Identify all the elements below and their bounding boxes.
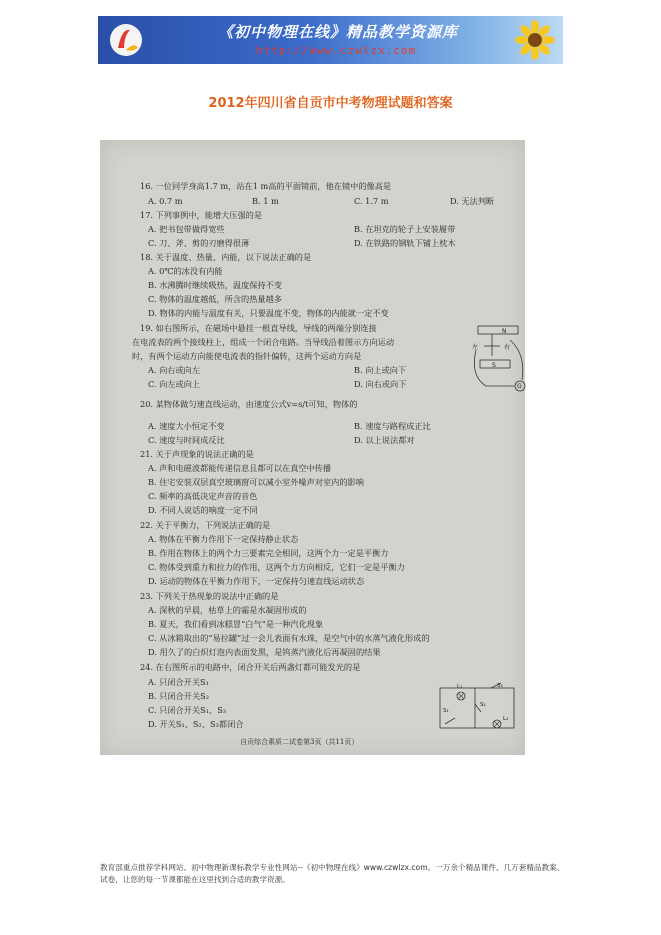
question-18-option-d: D. 物体的内能与温度有关，只要温度不变，物体的内能就一定不变	[148, 308, 389, 318]
question-21-option-b: B. 住宅安装双层真空玻璃窗可以减小室外噪声对室内的影响	[148, 477, 364, 487]
scanned-exam-page	[100, 140, 525, 755]
site-banner	[98, 16, 563, 64]
question-24-option-c: C. 只闭合开关S₁、S₃	[148, 705, 227, 715]
question-23-option-c: C. 从冰箱取出的“易拉罐”过一会儿表面有水珠，是空气中的水蒸气液化形成的	[148, 633, 430, 643]
question-24-option-a: A. 只闭合开关S₁	[148, 677, 209, 687]
question-19-stem-line-3: 时，有两个运动方向能使电流表的指针偏转，这两个运动方向是	[132, 351, 362, 361]
question-19-option-a: A. 向右或向左	[148, 365, 201, 375]
direction-right-label: 右	[504, 344, 511, 351]
magnet-circuit-figure	[470, 320, 530, 400]
question-18-option-c: C. 物体的温度越低，所含的热量越多	[148, 294, 282, 304]
question-20-option-c: C. 速度与时间成反比	[148, 435, 225, 445]
question-21-option-a: A. 声和电磁波都能传递信息且都可以在真空中传播	[148, 463, 332, 473]
question-19-stem-line-2: 在电流表的两个接线柱上，组成一个闭合电路。当导线沿着图示方向运动	[132, 337, 395, 347]
question-21-option-d: D. 不同人说话的响度一定不同	[148, 505, 258, 515]
question-21-option-c: C. 频率的高低决定声音的音色	[148, 491, 258, 501]
question-22-option-a: A. 物体在平衡力作用下一定保持静止状态	[148, 534, 299, 544]
question-21-stem: 21. 关于声现象的说法正确的是	[140, 449, 254, 459]
question-18-option-b: B. 水沸腾时继续吸热，温度保持不变	[148, 280, 283, 290]
question-19-option-d: D. 向右或向下	[354, 379, 407, 389]
question-17-option-a: A. 把书包带做得宽些	[148, 224, 225, 234]
question-16-option-c: C. 1.7 m	[354, 196, 389, 206]
question-22-option-d: D. 运动的物体在平衡力作用下，一定保持匀速直线运动状态	[148, 576, 365, 586]
question-16-option-d: D. 无法判断	[450, 196, 495, 206]
question-20-option-b: B. 速度与路程成正比	[354, 421, 431, 431]
question-20-stem: 20. 某物体做匀速直线运动，由速度公式v=s/t可知，物体的	[140, 399, 358, 409]
banner-title: 《初中物理在线》精品教学资源库	[218, 23, 459, 41]
galvanometer-g-label: G	[517, 383, 522, 390]
direction-left-label: 左	[472, 344, 479, 351]
question-16-stem: 16. 一位同学身高1.7 m，站在1 m高的平面镜前，他在镜中的像高是	[140, 181, 392, 191]
question-24-stem: 24. 在右图所示的电路中，闭合开关后两盏灯都可能发光的是	[140, 662, 361, 672]
circuit-figure	[435, 680, 520, 735]
switch-s2-label: S₂	[480, 702, 486, 708]
lamp-l2-label: L₂	[503, 716, 509, 722]
question-17-option-c: C. 刀、斧、剪的刃磨得很薄	[148, 238, 250, 248]
magnet-n-label: N	[502, 328, 507, 335]
question-17-option-b: B. 在坦克的轮子上安装履带	[354, 224, 456, 234]
scan-page-footer: 自贡综合素质二试卷第3页（共11页）	[240, 738, 359, 746]
question-24-option-d: D. 开关S₁、S₂、S₃都闭合	[148, 719, 244, 729]
question-22-option-b: B. 作用在物体上的两个力三要素完全相同，这两个力一定是平衡力	[148, 548, 389, 558]
page-footer: 教育部重点推荐学科网站、初中物理新课标教学专业性网站--《初中物理在线》www.czwlzx.com。一万余个精品课件、几万套精品教案、试卷，让您的每一节课都能在这里找到合适的教学资源。	[100, 863, 565, 884]
question-19-option-c: C. 向左或向上	[148, 379, 201, 389]
sunflower-icon	[515, 20, 555, 60]
question-23-option-d: D. 用久了的白炽灯泡内表面发黑，是钨蒸汽液化后再凝固的结果	[148, 647, 381, 657]
question-23-option-a: A. 深秋的早晨，枯草上的霜是水凝固形成的	[148, 605, 307, 615]
question-22-stem: 22. 关于平衡力，下列说法正确的是	[140, 520, 271, 530]
question-17-stem: 17. 下列事例中，能增大压强的是	[140, 210, 263, 220]
question-18-stem: 18. 关于温度、热量、内能，以下说法正确的是	[140, 252, 312, 262]
page-title: 2012年四川省自贡市中考物理试题和答案	[208, 96, 453, 111]
banner-url[interactable]: http://www.czwlzx.com	[256, 44, 417, 57]
question-20-option-a: A. 速度大小恒定不变	[148, 421, 225, 431]
question-19-stem-line-1: 19. 如右图所示，在磁场中悬挂一根直导线，导线的两端分别连接	[140, 323, 377, 333]
question-17-option-d: D. 在铁路的钢轨下铺上枕木	[354, 238, 456, 248]
question-16-option-b: B. 1 m	[252, 196, 279, 206]
question-16-option-a: A. 0.7 m	[148, 196, 183, 206]
question-18-option-a: A. 0℃的冰没有内能	[148, 266, 223, 276]
question-23-option-b: B. 夏天，我们看到冰糕冒“白气”是一种汽化现象	[148, 619, 324, 629]
magnet-s-label: S	[492, 362, 496, 369]
question-24-option-b: B. 只闭合开关S₂	[148, 691, 210, 701]
question-22-option-c: C. 物体受到重力和拉力的作用，这两个力方向相反，它们一定是平衡力	[148, 562, 405, 572]
question-20-option-d: D. 以上说法都对	[354, 435, 415, 445]
question-23-stem: 23. 下列关于热现象的说法中正确的是	[140, 591, 279, 601]
question-19-option-b: B. 向上或向下	[354, 365, 407, 375]
site-logo-icon	[108, 22, 144, 58]
switch-s3-label: S₃	[497, 683, 503, 689]
switch-s1-label: S₁	[443, 708, 449, 714]
lamp-l1-label: L₁	[457, 684, 463, 690]
